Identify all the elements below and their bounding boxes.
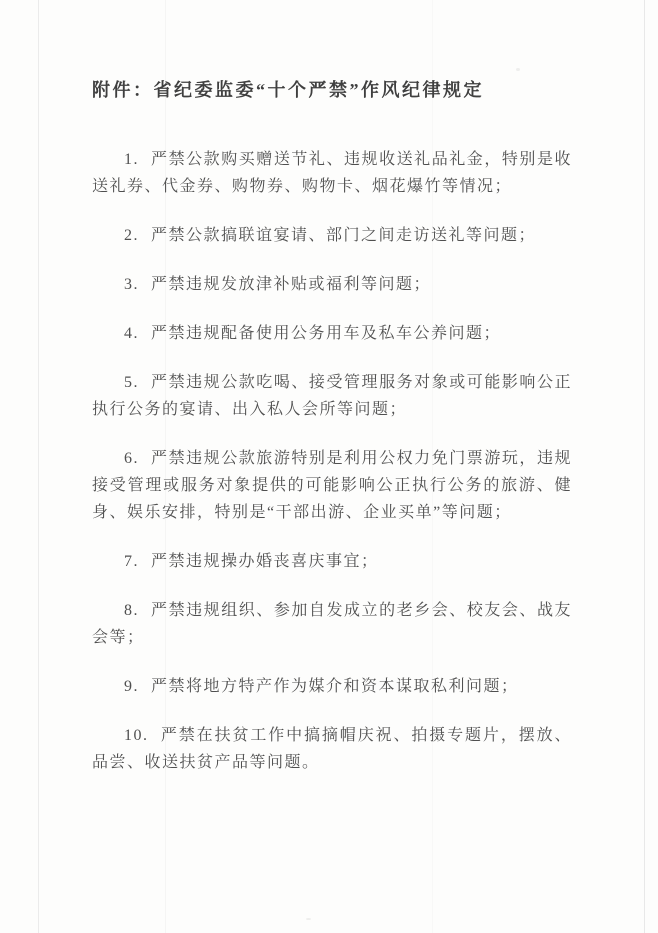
document-body [92,78,572,776]
item-number: 4. [124,325,139,342]
item-number: 2. [124,227,139,244]
item-text: 严禁在扶贫工作中搞摘帽庆祝、拍摄专题片，摆放、品尝、收送扶贫产品等问题。 [92,727,572,771]
item-text: 严禁违规组织、参加自发成立的老乡会、校友会、战友会等； [92,602,572,646]
item-text: 严禁违规公款吃喝、接受管理服务对象或可能影响公正执行公务的宴请、出入私人会所等问题； [92,374,572,418]
item-number: 3. [124,276,139,293]
item-text: 严禁公款购买赠送节礼、违规收送礼品礼金，特别是收送礼券、代金券、购物券、购物卡、烟花爆竹等情况； [92,151,572,195]
regulation-item-3 [92,271,572,298]
item-number: 10. [124,727,149,744]
regulation-item-2 [92,222,572,249]
item-number: 8. [124,602,139,619]
item-text: 严禁违规操办婚丧喜庆事宜； [151,553,379,570]
regulation-item-8 [92,597,572,651]
item-number: 1. [124,151,139,168]
scan-artifact-line [644,0,645,933]
regulation-item-5 [92,369,572,423]
regulation-item-6 [92,445,572,526]
item-text: 严禁将地方特产作为媒介和资本谋取私利问题； [151,678,519,695]
item-number: 7. [124,553,139,570]
regulation-item-7 [92,548,572,575]
item-number: 5. [124,374,139,391]
item-text: 严禁违规公款旅游特别是利用公权力免门票游玩，违规接受管理或服务对象提供的可能影响公正执行公务的旅游、健身、娱乐安排，特别是“干部出游、企业买单”等问题； [92,450,572,521]
scan-smudge [516,68,520,71]
scan-artifact-line [38,0,39,933]
regulation-item-4 [92,320,572,347]
item-number: 6. [124,450,139,467]
item-text: 严禁违规发放津补贴或福利等问题； [151,276,432,293]
regulation-item-9 [92,673,572,700]
document-title: 附件：省纪委监委“十个严禁”作风纪律规定 [92,80,484,100]
regulation-item-10 [92,722,572,776]
regulation-item-1 [92,146,572,200]
item-number: 9. [124,678,139,695]
scan-smudge [306,918,311,920]
item-text: 严禁违规配备使用公务用车及私车公养问题； [151,325,502,342]
item-text: 严禁公款搞联谊宴请、部门之间走访送礼等问题； [151,227,537,244]
